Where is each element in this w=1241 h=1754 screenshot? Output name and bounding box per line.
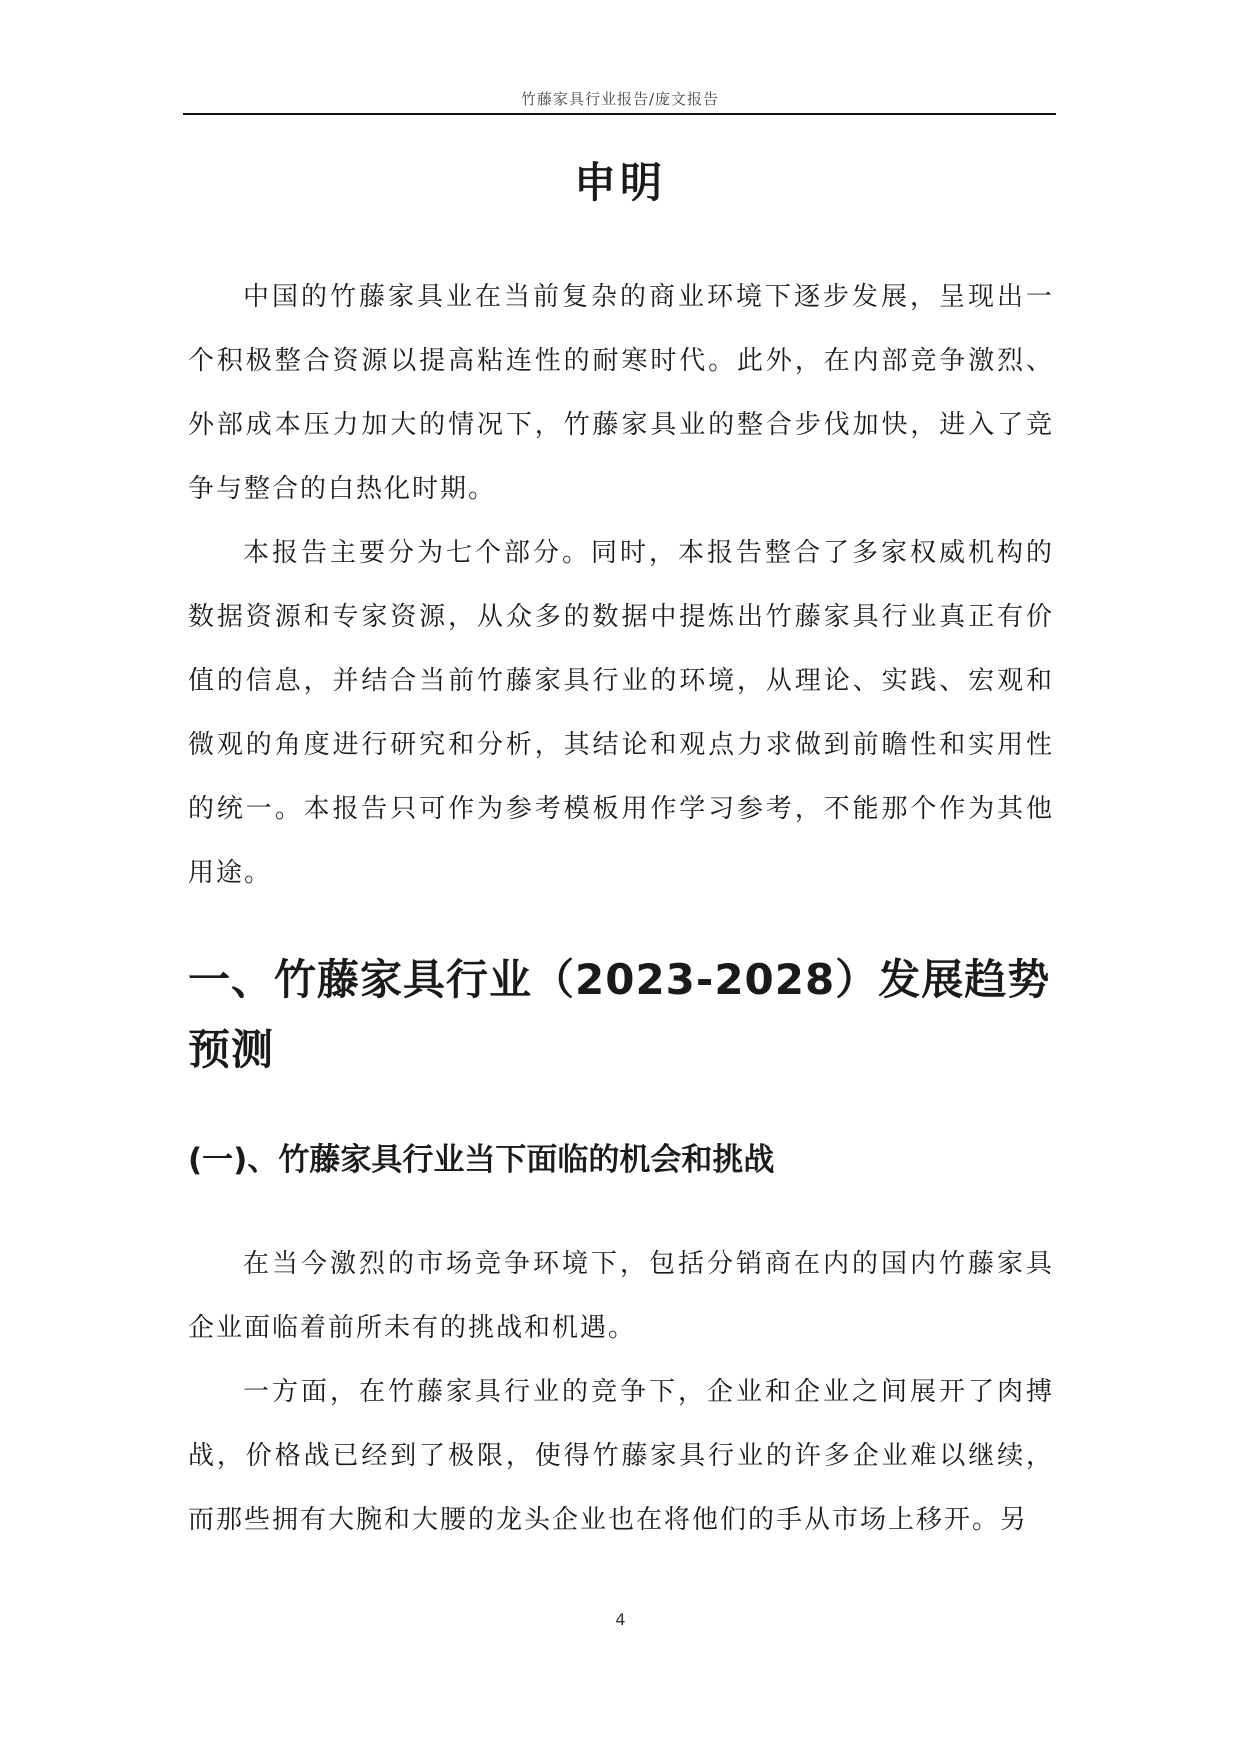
body-paragraph: 本报告主要分为七个部分。同时，本报告整合了多家权威机构的数据资源和专家资源，从众多的数据中提炼出竹藤家具行业真正有价值的信息，并结合当前竹藤家具行业的环境，从理论、实践、宏观和微观的角度进行研究和分析，其结论和观点力求做到前瞻性和实用性的统一。本报告只可作为参考模板用作学习参考，不能那个作为其他用途。	[188, 538, 1054, 888]
body-paragraph: 中国的竹藤家具业在当前复杂的商业环境下逐步发展，呈现出一个积极整合资源以提高粘连性的耐寒时代。此外，在内部竞争激烈、外部成本压力加大的情况下，竹藤家具业的整合步伐加快，进入了竞争与整合的白热化时期。	[188, 282, 1054, 504]
page-number: 4	[615, 1610, 626, 1629]
running-header: 竹藤家具行业报告/庞文报告	[520, 90, 720, 108]
body-paragraph: 一方面，在竹藤家具行业的竞争下，企业和企业之间展开了肉搏战，价格战已经到了极限，使得竹藤家具行业的许多企业难以继续，而那些拥有大腕和大腰的龙头企业也在将他们的手从市场上移开。另	[188, 1377, 1054, 1535]
section-heading: 一、竹藤家具行业（2023-2028）发展趋势预测	[188, 955, 1051, 1074]
body-paragraph: 在当今激烈的市场竞争环境下，包括分销商在内的国内竹藤家具企业面临着前所未有的挑战和机遇。	[188, 1249, 1054, 1343]
header-rule	[183, 113, 1056, 115]
page-title: 申明	[573, 158, 666, 207]
subsection-heading: (一)、竹藤家具行业当下面临的机会和挑战	[188, 1142, 775, 1178]
